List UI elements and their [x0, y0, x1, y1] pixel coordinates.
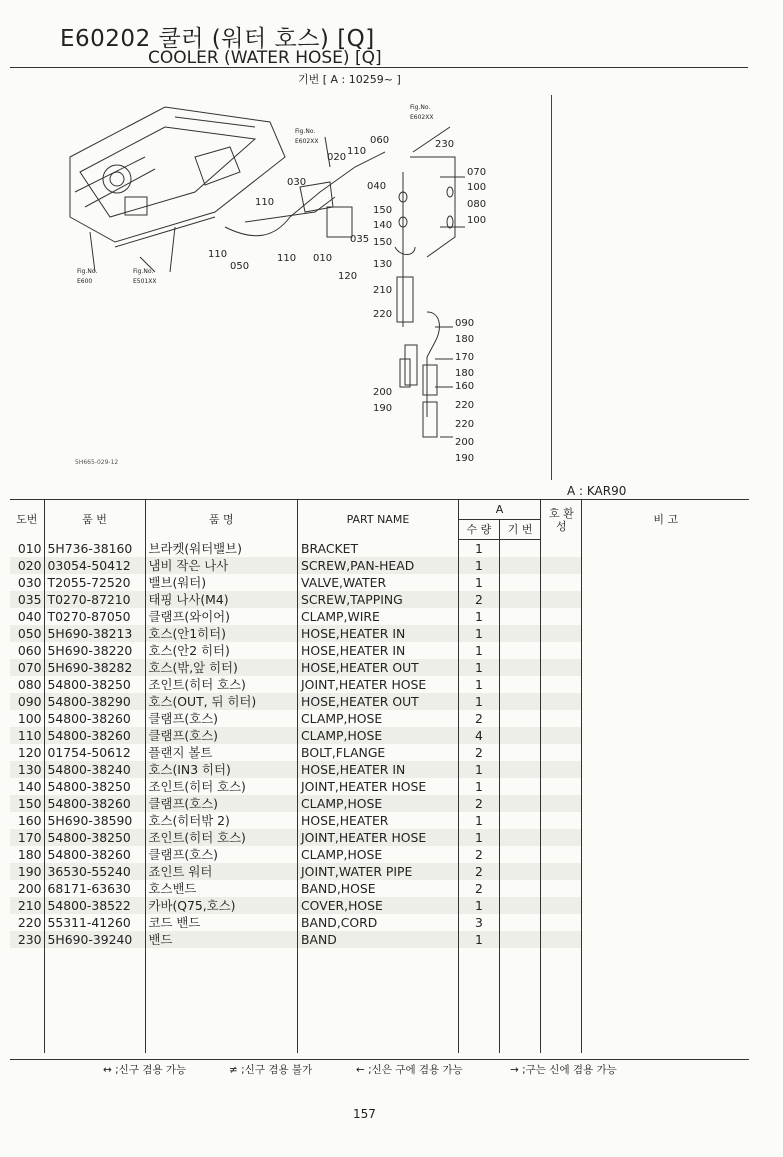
cell-compat [541, 897, 582, 914]
cell-name-kr: 조인트(히터 호스) [145, 676, 298, 693]
cell-compat [541, 914, 582, 931]
cell-name-kr: 호스(OUT, 뒤 히터) [145, 693, 298, 710]
svg-text:E501XX: E501XX [133, 278, 157, 285]
cell-remarks [582, 540, 749, 558]
cell-qty: 1 [458, 557, 499, 574]
cell-part-no: 36530-55240 [44, 863, 145, 880]
cell-qty: 1 [458, 540, 499, 558]
cell-no: 230 [10, 931, 44, 948]
svg-text:110: 110 [277, 253, 297, 264]
cell-no: 040 [17, 609, 42, 624]
cell-serial [500, 778, 541, 795]
empty-cell [458, 948, 499, 1053]
cell-name-kr: 호스(안2 히터) [145, 642, 298, 659]
cell-name-en: SCREW,TAPPING [298, 591, 459, 608]
page-number: 157 [353, 1107, 376, 1121]
cell-name-kr: 호스(IN3 히터) [145, 761, 298, 778]
cell-name-en: BOLT,FLANGE [298, 744, 459, 761]
cell-name-en: BAND [298, 931, 459, 948]
cell-name-kr: 클램프(호스) [145, 795, 298, 812]
cell-remarks [582, 557, 749, 574]
cell-no: 140 [17, 779, 42, 794]
legend-item-old-to-new: → ;구는 신에 겸용 가능 [510, 1064, 617, 1076]
svg-text:110: 110 [347, 146, 367, 157]
cell-serial [500, 693, 541, 710]
cell-no: 220 [17, 915, 42, 930]
cell-qty: 1 [458, 693, 499, 710]
cell-name-kr: 호스(히터밖 2) [145, 812, 298, 829]
table-row [10, 829, 749, 846]
cell-serial [500, 642, 541, 659]
cell-serial [500, 659, 541, 676]
cell-no: 180 [17, 847, 42, 862]
cell-no: 070 [10, 659, 44, 676]
cell-remarks [582, 693, 749, 710]
col-header-name-kr: 품 명 [145, 500, 298, 540]
cell-name-en: BAND,CORD [298, 914, 459, 931]
table-row [10, 625, 749, 642]
cell-compat [541, 863, 582, 880]
cell-no: 050 [10, 625, 44, 642]
cell-name-kr: 클램프(호스) [145, 846, 298, 863]
cell-serial [500, 897, 541, 914]
empty-cell [10, 948, 44, 1053]
cell-remarks [582, 914, 749, 931]
cell-no: 035 [10, 591, 44, 608]
drawing-id: 5H665-029-12 [75, 459, 119, 466]
cell-compat [541, 540, 582, 558]
svg-text:Fig.No.: Fig.No. [77, 268, 98, 275]
table-row [10, 846, 749, 863]
table-row [10, 693, 749, 710]
cell-remarks [582, 642, 749, 659]
cell-part-no: 54800-38260 [44, 710, 145, 727]
svg-text:150: 150 [373, 205, 393, 216]
cell-serial [500, 829, 541, 846]
table-row [10, 608, 749, 625]
svg-text:220: 220 [373, 309, 393, 320]
cell-name-kr: 냄비 작은 나사 [145, 557, 298, 574]
cell-qty: 2 [458, 710, 499, 727]
svg-text:080: 080 [467, 199, 487, 210]
cell-serial [500, 931, 541, 948]
cell-name-en: CLAMP,HOSE [298, 795, 459, 812]
table-row [10, 914, 749, 931]
cell-name-kr: 밸브(워터) [145, 574, 298, 591]
cell-qty: 2 [458, 795, 499, 812]
cell-name-en: VALVE,WATER [298, 574, 459, 591]
svg-text:220: 220 [455, 419, 475, 430]
cell-remarks [582, 812, 749, 829]
cell-part-no: 54800-38522 [44, 897, 145, 914]
table-row [10, 540, 749, 558]
cell-part-no: 01754-50612 [44, 744, 145, 761]
hose-in [225, 152, 385, 236]
cell-no: 170 [10, 829, 44, 846]
cell-qty: 2 [458, 591, 499, 608]
cell-name-kr: 카바(Q75,호스) [145, 897, 298, 914]
serial-range: 기번 [ A : 10259~ ] [298, 73, 401, 86]
table-row [10, 744, 749, 761]
cell-compat [541, 931, 582, 948]
cell-remarks [582, 778, 749, 795]
svg-text:180: 180 [455, 368, 475, 379]
empty-cell [44, 948, 145, 1053]
cell-serial [500, 914, 541, 931]
cell-no: 200 [17, 881, 42, 896]
svg-text:100: 100 [467, 215, 487, 226]
cell-serial [500, 880, 541, 897]
cell-compat [541, 574, 582, 591]
cell-remarks [582, 846, 749, 863]
legend-item-incompatible: ≠ ;신구 겸용 불가 [229, 1064, 313, 1076]
svg-text:200: 200 [455, 437, 475, 448]
cell-serial [500, 625, 541, 642]
cell-compat [541, 591, 582, 608]
cell-name-kr: 조인트(히터 호스) [145, 829, 298, 846]
cell-serial [500, 812, 541, 829]
cell-serial [500, 795, 541, 812]
parts-table [10, 499, 749, 1053]
svg-text:180: 180 [455, 334, 475, 345]
cell-name-kr: 죠인트 워터 [145, 863, 298, 880]
cell-qty: 2 [458, 880, 499, 897]
cell-serial [500, 557, 541, 574]
cell-qty: 1 [458, 642, 499, 659]
cell-name-en: HOSE,HEATER IN [298, 625, 459, 642]
cell-qty: 1 [458, 761, 499, 778]
cell-no: 080 [17, 677, 42, 692]
cell-remarks [582, 676, 749, 693]
cell-no: 060 [17, 643, 42, 658]
svg-text:100: 100 [467, 182, 487, 193]
cell-part-no: T2055-72520 [44, 574, 145, 591]
cell-compat [541, 710, 582, 727]
cell-compat [541, 880, 582, 897]
cell-remarks [582, 659, 749, 676]
cell-compat [541, 557, 582, 574]
svg-text:010: 010 [313, 253, 333, 264]
cell-part-no: 5H736-38160 [44, 540, 145, 558]
cell-no: 130 [10, 761, 44, 778]
cell-qty: 1 [458, 574, 499, 591]
cell-remarks [582, 727, 749, 744]
heater-box [125, 197, 147, 215]
cell-name-en: JOINT,WATER PIPE [298, 863, 459, 880]
svg-text:Fig.No.: Fig.No. [133, 268, 154, 275]
cell-part-no: 5H690-38282 [44, 659, 145, 676]
svg-text:140: 140 [373, 220, 393, 231]
cell-remarks [582, 625, 749, 642]
cell-compat [541, 812, 582, 829]
cell-name-en: JOINT,HEATER HOSE [298, 829, 459, 846]
cell-name-kr: 브라켓(워터밸브) [145, 540, 298, 558]
cell-part-no: 5H690-38220 [44, 642, 145, 659]
cell-name-en: HOSE,HEATER IN [298, 761, 459, 778]
body-outline [70, 107, 285, 242]
cell-serial [500, 744, 541, 761]
legend-item-new-to-old: ← ;신은 구에 겸용 가능 [356, 1064, 463, 1076]
cell-part-no: 5H690-38213 [44, 625, 145, 642]
col-header-no: 도번 [10, 500, 44, 540]
legend-item-compatible: ↔ ;신구 겸용 가능 [103, 1064, 187, 1076]
col-header-compat: 호 환 성 [541, 500, 582, 540]
cell-serial [500, 540, 541, 558]
svg-text:060: 060 [370, 135, 390, 146]
cell-qty: 2 [458, 744, 499, 761]
svg-text:040: 040 [367, 181, 387, 192]
cell-name-kr: 클램프(와이어) [145, 608, 298, 625]
cell-part-no: 68171-63630 [44, 880, 145, 897]
cell-name-kr: 호스(밖,앞 히터) [145, 659, 298, 676]
cell-part-no: 5H690-39240 [44, 931, 145, 948]
cell-no: 020 [10, 557, 44, 574]
cell-qty: 2 [458, 846, 499, 863]
table-bottom-rule [10, 1059, 749, 1060]
cell-name-kr: 클램프(호스) [145, 727, 298, 744]
cell-name-en: HOSE,HEATER [298, 812, 459, 829]
cell-name-en: SCREW,PAN-HEAD [298, 557, 459, 574]
cell-qty: 1 [458, 931, 499, 948]
cell-part-no: 55311-41260 [44, 914, 145, 931]
cell-name-kr: 태핑 나사(M4) [145, 591, 298, 608]
cell-compat [541, 829, 582, 846]
cell-name-kr: 호스밴드 [145, 880, 298, 897]
title-divider [10, 67, 748, 68]
table-row [10, 880, 749, 897]
svg-text:110: 110 [255, 197, 275, 208]
cell-name-kr: 밴드 [145, 931, 298, 948]
svg-text:030: 030 [287, 177, 307, 188]
cell-remarks [582, 829, 749, 846]
cell-name-kr: 클램프(호스) [145, 710, 298, 727]
svg-text:160: 160 [455, 381, 475, 392]
cell-qty: 1 [458, 812, 499, 829]
svg-text:070: 070 [467, 167, 487, 178]
cell-qty: 1 [458, 608, 499, 625]
cell-name-en: HOSE,HEATER OUT [298, 659, 459, 676]
cell-remarks [582, 795, 749, 812]
cell-serial [500, 574, 541, 591]
svg-text:120: 120 [338, 271, 358, 282]
cell-remarks [582, 744, 749, 761]
hose-vertical [403, 157, 455, 327]
cell-compat [541, 795, 582, 812]
cell-no: 160 [17, 813, 42, 828]
motor-circle [103, 165, 131, 193]
cell-name-en: CLAMP,HOSE [298, 727, 459, 744]
cell-part-no: 03054-50412 [44, 557, 145, 574]
table-row [10, 727, 749, 744]
svg-text:170: 170 [455, 352, 475, 363]
cell-serial [500, 710, 541, 727]
exploded-parts-diagram [55, 97, 545, 477]
svg-text:Fig.No.: Fig.No. [295, 128, 316, 135]
cell-compat [541, 693, 582, 710]
cell-part-no: T0270-87050 [44, 608, 145, 625]
empty-cell [582, 948, 749, 1053]
empty-cell [298, 948, 459, 1053]
cell-name-en: BRACKET [298, 540, 459, 558]
table-row [10, 591, 749, 608]
cell-part-no: 54800-38260 [44, 846, 145, 863]
cell-qty: 4 [458, 727, 499, 744]
svg-text:110: 110 [208, 249, 228, 260]
table-row [10, 812, 749, 829]
cell-name-kr: 플랜지 볼트 [145, 744, 298, 761]
cell-name-en: CLAMP,HOSE [298, 846, 459, 863]
cell-serial [500, 846, 541, 863]
cell-part-no: 5H690-38590 [44, 812, 145, 829]
cell-qty: 2 [458, 863, 499, 880]
cell-compat [541, 642, 582, 659]
cell-qty: 1 [458, 676, 499, 693]
cell-name-en: CLAMP,WIRE [298, 608, 459, 625]
cell-name-kr: 호스(안1히터) [145, 625, 298, 642]
svg-text:200: 200 [373, 387, 393, 398]
cell-remarks [582, 931, 749, 948]
cell-remarks [582, 574, 749, 591]
page-title-english: COOLER (WATER HOSE) [Q] [148, 48, 382, 68]
cell-part-no: 54800-38290 [44, 693, 145, 710]
cell-part-no: 54800-38250 [44, 778, 145, 795]
table-filler-row [10, 948, 749, 1053]
cell-name-en: COVER,HOSE [298, 897, 459, 914]
cell-compat [541, 778, 582, 795]
cell-qty: 1 [458, 897, 499, 914]
cell-no: 120 [17, 745, 42, 760]
svg-text:150: 150 [373, 237, 393, 248]
cell-no: 030 [17, 575, 42, 590]
cell-remarks [582, 880, 749, 897]
table-row [10, 557, 749, 574]
cell-name-en: CLAMP,HOSE [298, 710, 459, 727]
cell-name-kr: 조인트(히터 호스) [145, 778, 298, 795]
table-row [10, 642, 749, 659]
cell-serial [500, 727, 541, 744]
cell-remarks [582, 608, 749, 625]
table-row [10, 795, 749, 812]
cell-part-no: 54800-38260 [44, 795, 145, 812]
cell-no: 010 [17, 540, 42, 556]
svg-text:050: 050 [230, 261, 250, 272]
cell-no: 150 [10, 795, 44, 812]
cell-no: 110 [10, 727, 44, 744]
empty-cell [500, 948, 541, 1053]
cell-serial [500, 676, 541, 693]
cell-remarks [582, 897, 749, 914]
cell-remarks [582, 591, 749, 608]
cell-no: 210 [10, 897, 44, 914]
svg-text:130: 130 [373, 259, 393, 270]
hose-cover [397, 277, 413, 322]
cell-part-no: 54800-38250 [44, 676, 145, 693]
cell-qty: 1 [458, 829, 499, 846]
cell-qty: 1 [458, 625, 499, 642]
cell-qty: 3 [458, 914, 499, 931]
svg-text:090: 090 [455, 318, 475, 329]
cell-part-no: T0270-87210 [44, 591, 145, 608]
svg-text:E602XX: E602XX [410, 114, 434, 121]
col-header-group-a: A [458, 500, 540, 520]
svg-text:190: 190 [455, 453, 475, 464]
col-header-serial: 기 번 [500, 520, 541, 540]
table-row [10, 574, 749, 591]
col-header-remarks: 비 고 [582, 500, 749, 540]
col-header-qty: 수 량 [458, 520, 499, 540]
cell-compat [541, 744, 582, 761]
model-label: A : KAR90 [567, 484, 627, 498]
cell-no: 090 [10, 693, 44, 710]
table-row [10, 761, 749, 778]
page-title-code: E60202 쿨러 (워터 호스) [Q] [60, 26, 375, 52]
cell-name-en: HOSE,HEATER OUT [298, 693, 459, 710]
table-row [10, 931, 749, 948]
svg-text:220: 220 [455, 400, 475, 411]
empty-cell [541, 948, 582, 1053]
svg-text:E602XX: E602XX [295, 138, 319, 145]
table-row [10, 897, 749, 914]
col-header-name-en: PART NAME [298, 500, 459, 540]
table-row [10, 659, 749, 676]
table-row [10, 778, 749, 795]
diagram-separator [551, 95, 552, 480]
svg-text:E600: E600 [77, 278, 93, 285]
table-row [10, 676, 749, 693]
cell-part-no: 54800-38260 [44, 727, 145, 744]
cell-name-en: JOINT,HEATER HOSE [298, 778, 459, 795]
body-panel [80, 127, 255, 217]
cell-serial [500, 863, 541, 880]
cell-no: 100 [17, 711, 42, 726]
empty-cell [145, 948, 298, 1053]
cell-compat [541, 625, 582, 642]
header-row-1 [10, 500, 749, 520]
table-row [10, 863, 749, 880]
cell-compat [541, 727, 582, 744]
cell-name-en: BAND,HOSE [298, 880, 459, 897]
cell-name-kr: 코드 밴드 [145, 914, 298, 931]
cell-remarks [582, 710, 749, 727]
cell-remarks [582, 863, 749, 880]
cell-qty: 1 [458, 659, 499, 676]
cell-compat [541, 608, 582, 625]
svg-text:035: 035 [350, 234, 370, 245]
svg-text:190: 190 [373, 403, 393, 414]
cell-serial [500, 591, 541, 608]
svg-text:Fig.No.: Fig.No. [410, 104, 431, 111]
col-header-part-no: 품 번 [44, 500, 145, 540]
cell-serial [500, 761, 541, 778]
cell-qty: 1 [458, 778, 499, 795]
svg-text:020: 020 [327, 152, 347, 163]
cell-compat [541, 676, 582, 693]
cell-name-en: HOSE,HEATER IN [298, 642, 459, 659]
cell-remarks [582, 761, 749, 778]
cell-compat [541, 761, 582, 778]
svg-text:210: 210 [373, 285, 393, 296]
cell-part-no: 54800-38250 [44, 829, 145, 846]
cell-compat [541, 659, 582, 676]
cell-name-en: JOINT,HEATER HOSE [298, 676, 459, 693]
cell-serial [500, 608, 541, 625]
svg-text:230: 230 [435, 139, 455, 150]
table-row [10, 710, 749, 727]
cell-compat [541, 846, 582, 863]
cell-part-no: 54800-38240 [44, 761, 145, 778]
cell-no: 190 [10, 863, 44, 880]
